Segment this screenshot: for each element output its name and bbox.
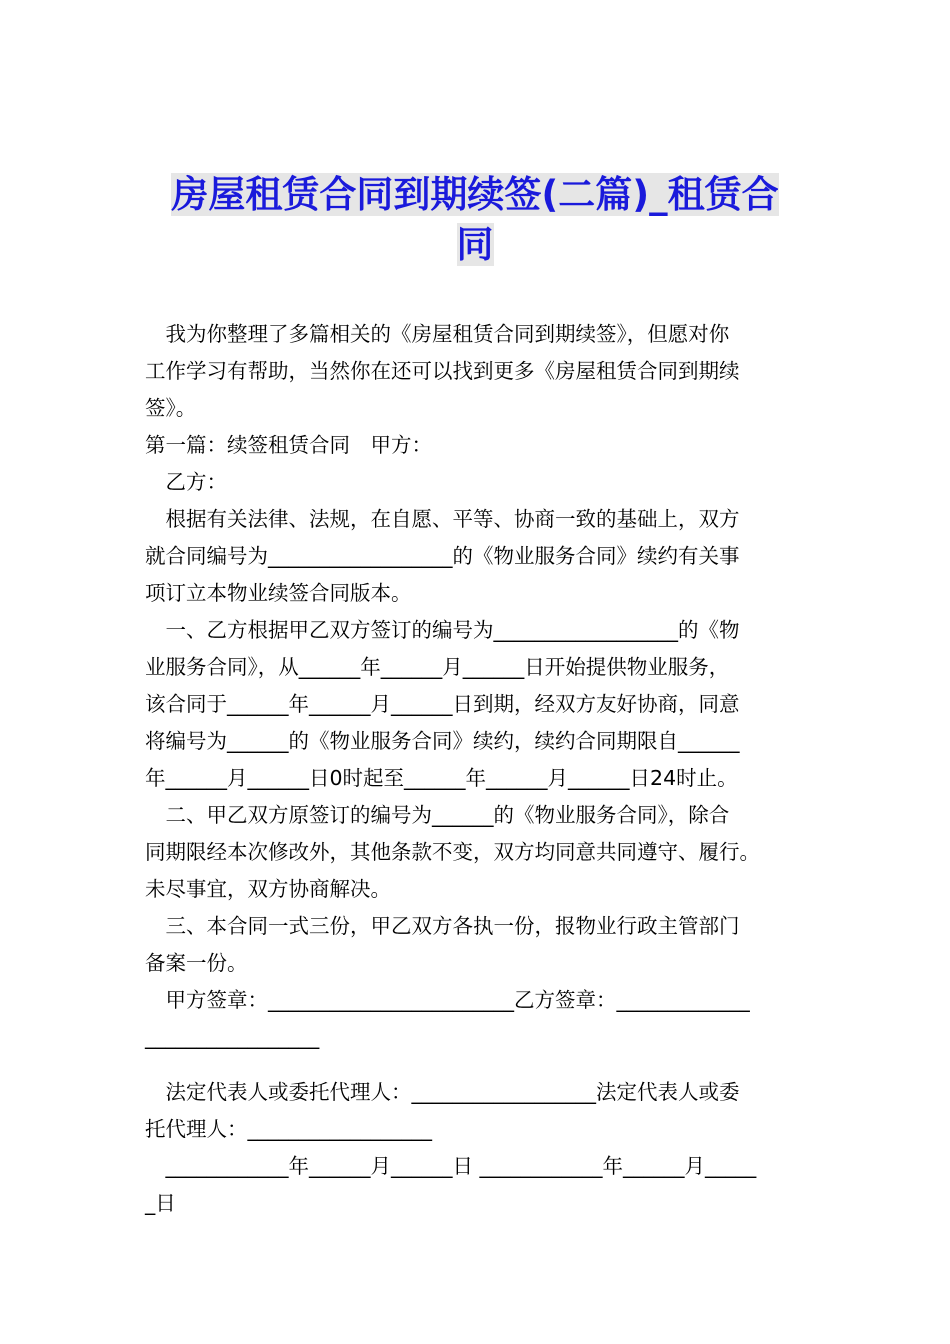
clause-2-line-3: 未尽事宜，双方协商解决。 (145, 877, 391, 901)
clause-1-line-4: 将编号为______的《物业服务合同》续约，续约合同期限自______ (145, 729, 740, 753)
party-b-label: 乙方： (145, 470, 227, 494)
title-line-2: 同 (456, 223, 494, 266)
section-heading: 第一篇：续签租赁合同 甲方： (145, 433, 432, 457)
intro-line-1: 我为你整理了多篇相关的《房屋租赁合同到期续签》，但愿对你 (145, 322, 730, 346)
signature-line-1: 甲方签章：________________________乙方签章：_____________ (145, 988, 750, 1012)
clause-2-line-1: 二、甲乙双方原签订的编号为______的《物业服务合同》，除合 (145, 803, 730, 827)
representative-line-1: 法定代表人或委托代理人：__________________法定代表人或委 (145, 1080, 740, 1104)
preamble-line-1: 根据有关法律、法规，在自愿、平等、协商一致的基础上，双方 (145, 507, 740, 531)
clause-1-line-3: 该合同于______年______月______日到期，经双方友好协商，同意 (145, 692, 740, 716)
clause-1-line-1: 一、乙方根据甲乙双方签订的编号为__________________的《物 (145, 618, 740, 642)
intro-line-3: 签》。 (145, 396, 197, 420)
title-line-1: 房屋租赁合同到期续签(二篇)_租赁合 (171, 173, 779, 216)
clause-3-line-2: 备案一份。 (145, 951, 248, 975)
clause-3-line-1: 三、本合同一式三份，甲乙双方各执一份，报物业行政主管部门 (145, 914, 740, 938)
date-line-2: _日 (145, 1191, 176, 1215)
clause-1-line-2: 业服务合同》，从______年______月______日开始提供物业服务， (145, 655, 730, 679)
signature-line-2: _________________ (145, 1025, 320, 1049)
representative-line-2: 托代理人：__________________ (145, 1117, 432, 1141)
intro-line-2: 工作学习有帮助，当然你在还可以找到更多《房屋租赁合同到期续 (145, 359, 740, 383)
date-line-1: ____________年______月______日 ____________年______月_____ (145, 1154, 757, 1178)
document-title (0, 170, 950, 270)
document-body (145, 316, 811, 1222)
preamble-line-2: 就合同编号为__________________的《物业服务合同》续约有关事 (145, 544, 740, 568)
preamble-line-3: 项订立本物业续签合同版本。 (145, 581, 412, 605)
clause-2-line-2: 同期限经本次修改外，其他条款不变，双方均同意共同遵守、履行。 (145, 840, 760, 864)
clause-1-line-5: 年______月______日0时起至______年______月______日24时止。 (145, 766, 738, 790)
